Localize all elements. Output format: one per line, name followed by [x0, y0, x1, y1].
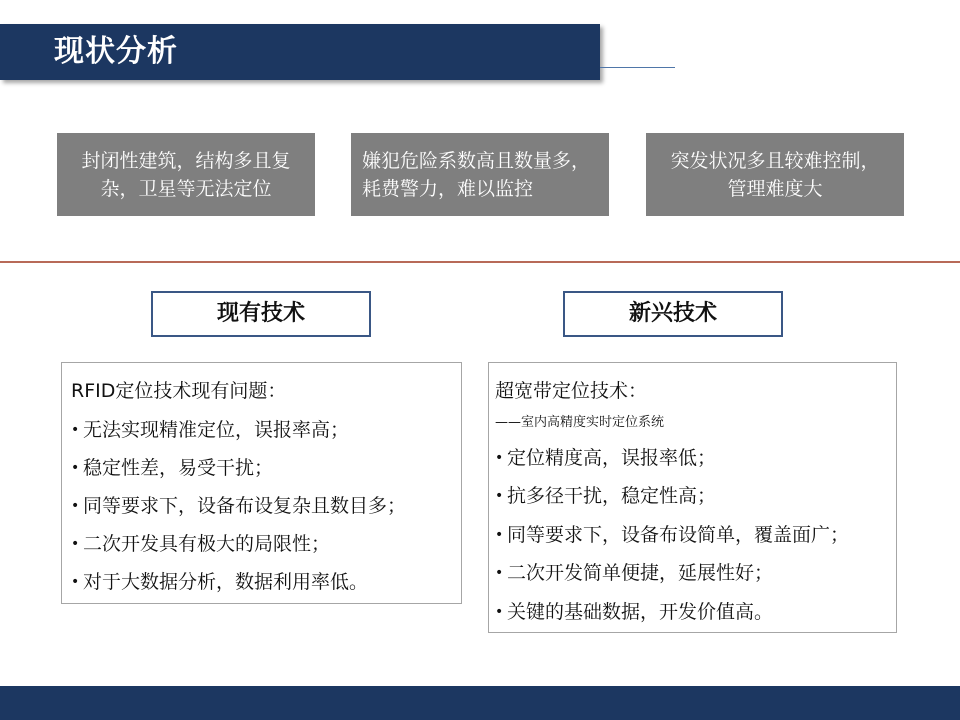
- emerging-tech-subheading: ——室内高精度实时定位系统: [495, 415, 665, 430]
- bullet-icon: •: [71, 574, 80, 590]
- emerging-tech-panel: [488, 362, 897, 633]
- list-item: • 抗多径干扰，稳定性高；: [495, 485, 717, 507]
- existing-tech-label: 现有技术: [151, 291, 371, 337]
- issue-line: 突发状况多且较难控制，: [670, 150, 880, 172]
- list-item: • 二次开发简单便捷，延展性好；: [495, 562, 774, 584]
- emerging-tech-label: 新兴技术: [563, 291, 783, 337]
- list-item: • 定位精度高，误报率低；: [495, 447, 717, 469]
- existing-tech-panel: [61, 362, 462, 604]
- bullet-icon: •: [71, 422, 80, 438]
- list-item: • 二次开发具有极大的局限性；: [71, 533, 331, 555]
- issue-line: 封闭性建筑，结构多且复: [81, 150, 291, 172]
- issue-line: 杂，卫星等无法定位: [100, 178, 272, 200]
- emerging-tech-heading: 超宽带定位技术：: [495, 380, 648, 402]
- footer-bar: [0, 686, 960, 720]
- list-item: • 无法实现精准定位，误报率高；: [71, 419, 350, 441]
- issue-box-emergency: [646, 133, 904, 216]
- bullet-icon: •: [495, 604, 504, 620]
- bullet-icon: •: [71, 536, 80, 552]
- bullet-icon: •: [495, 488, 504, 504]
- list-item: • 稳定性差，易受干扰；: [71, 457, 274, 479]
- bullet-icon: •: [71, 498, 80, 514]
- issue-box-building: [57, 133, 315, 216]
- bullet-icon: •: [495, 450, 504, 466]
- list-item: • 关键的基础数据，开发价值高。: [495, 601, 774, 623]
- bullet-icon: •: [495, 527, 504, 543]
- issue-line: 耗费警力，难以监控: [362, 178, 534, 200]
- title-accent-line: [600, 67, 675, 68]
- page-title: 现状分析: [54, 34, 178, 69]
- existing-tech-heading: RFID定位技术现有问题：: [71, 380, 287, 402]
- list-item: • 同等要求下，设备布设复杂且数目多；: [71, 495, 407, 517]
- bullet-icon: •: [495, 565, 504, 581]
- issue-line: 管理难度大: [727, 178, 823, 200]
- issue-line: 嫌犯危险系数高且数量多，: [362, 150, 591, 172]
- section-divider: [0, 261, 960, 263]
- list-item: • 同等要求下，设备布设简单，覆盖面广；: [495, 524, 850, 546]
- issue-box-suspects: [351, 133, 609, 216]
- list-item: • 对于大数据分析，数据利用率低。: [71, 571, 369, 593]
- title-banner: [0, 24, 600, 80]
- bullet-icon: •: [71, 460, 80, 476]
